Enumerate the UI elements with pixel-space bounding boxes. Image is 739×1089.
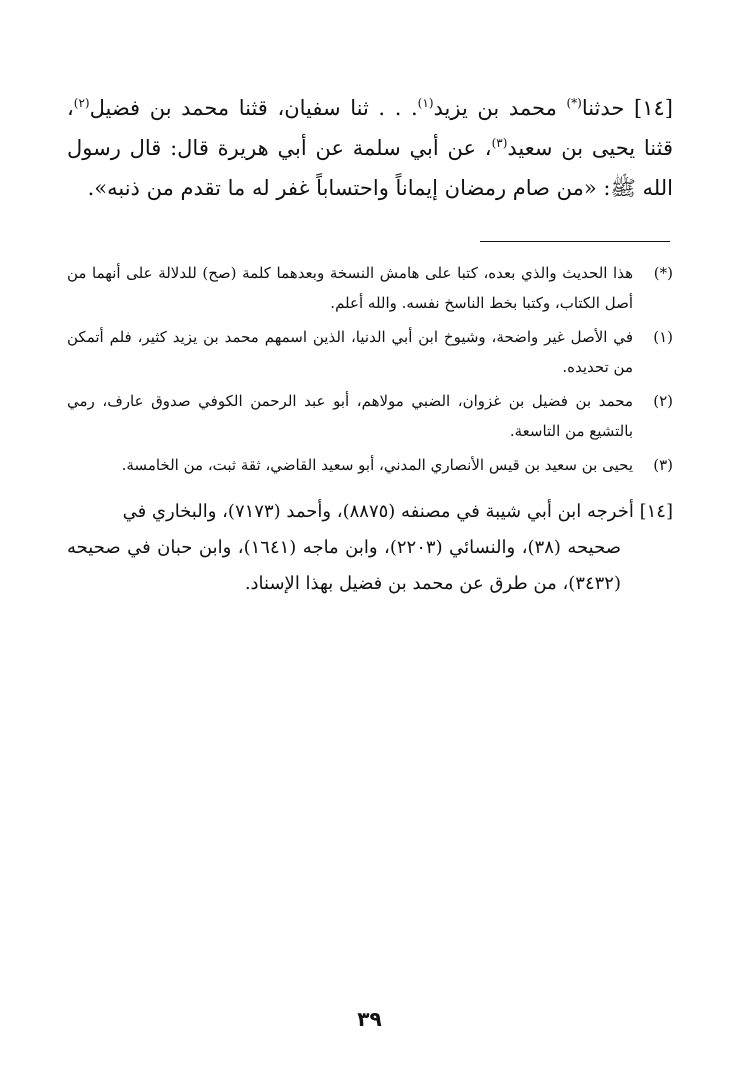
- footnote-ref-2: (٢): [73, 96, 90, 110]
- hadith-number: [١٤]: [634, 96, 673, 120]
- footnote-marker: (١): [653, 328, 673, 346]
- footnote-item: [67, 322, 673, 382]
- footnote-item: [67, 386, 673, 446]
- takhrij-continuation: صحيحه (٣٨)، والنسائي (٢٢٠٣)، وابن ماجه (١٦٤١)، وابن حبان في صحيحه (٣٤٣٢)، من طرق عن محمد بن فضيل بهذا الإسناد.: [67, 537, 621, 594]
- footnote-ref-star: (*): [566, 96, 582, 110]
- footnote-divider: [480, 241, 670, 242]
- footnote-item: [67, 258, 673, 318]
- footnote-marker: (*): [653, 264, 673, 282]
- footnote-ref-1: (١): [417, 96, 434, 110]
- footnote-item: [67, 450, 673, 480]
- takhrij-number: [١٤]: [639, 501, 673, 522]
- hadith-text: [67, 88, 673, 208]
- footnote-text: هذا الحديث والذي بعده، كتبا على هامش النسخة وبعدهما كلمة (صح) للدلالة على أنهما من أصل الكتاب، وكتبا بخط الناسخ نفسه. والله أعلم.: [67, 264, 633, 312]
- footnote-text: محمد بن فضيل بن غزوان، الضبي مولاهم، أبو عبد الرحمن الكوفي صدوق عارف، رمي بالتشيع من التاسعة.: [67, 392, 633, 440]
- footnote-marker: (٣): [653, 456, 673, 474]
- footnotes: [67, 258, 673, 484]
- hadith-paragraph: [١٤] حدثنا(*) محمد بن يزيد$^{(١)}$. . . ثنا سفيان، قثنا محمد بن فضيل$^{(٢)}$، قثنا يحيى بن سعيد$^{(٣)}$، عن أبي سلمة عن أبي هريرة قال: قال رسول الله ﷺ: «من صام رمضان إيماناً واحتساباً غفر له ما تقدم من ذنبه».: [67, 96, 674, 200]
- page-number: ٣٩: [357, 1007, 382, 1031]
- takhrij-first-line: [١٤] أخرجه ابن أبي شيبة في مصنفه (٨٨٧٥)، وأحمد (٧١٧٣)، والبخاري في: [122, 501, 673, 522]
- takhrij-section: [67, 494, 673, 602]
- footnote-text: في الأصل غير واضحة، وشيوخ ابن أبي الدنيا، الذين اسمهم محمد بن يزيد كثير، فلم أتمكن من تحديده.: [67, 328, 633, 376]
- footnote-marker: (٢): [653, 392, 673, 410]
- footnote-ref-3: (٣): [491, 136, 508, 150]
- footnote-text: يحيى بن سعيد بن قيس الأنصاري المدني، أبو سعيد القاضي، ثقة ثبت، من الخامسة.: [121, 456, 633, 474]
